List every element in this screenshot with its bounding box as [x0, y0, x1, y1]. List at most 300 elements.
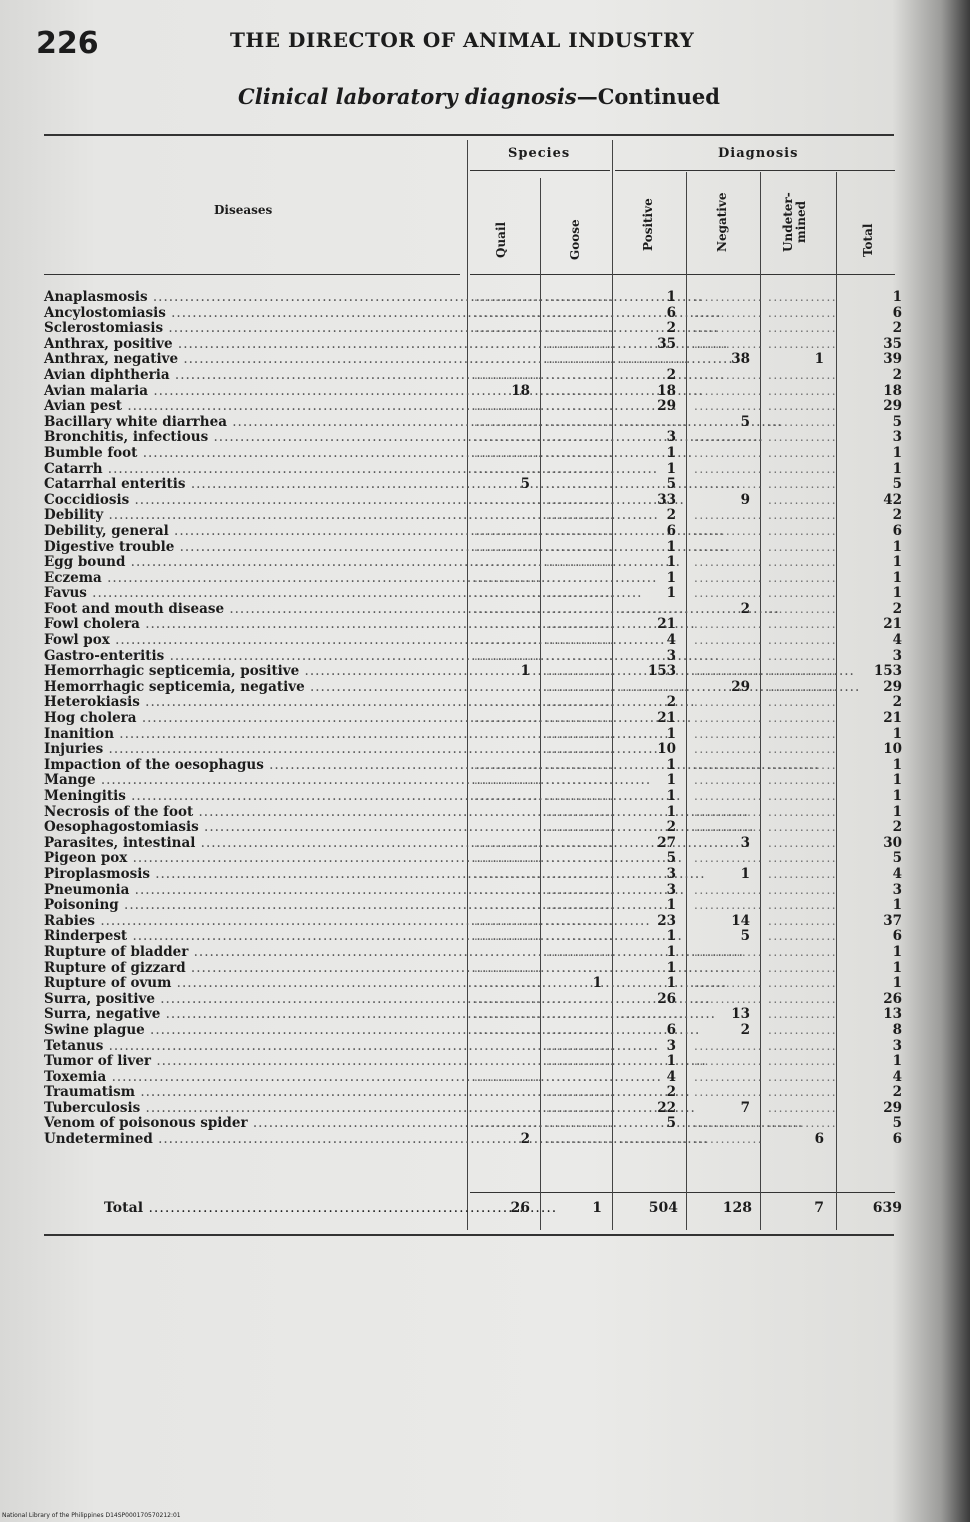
table-row — [0, 695, 970, 711]
dot-leader: ............. — [768, 477, 838, 492]
dot-leader: ............. — [768, 321, 838, 336]
cell-quail: 2 — [520, 1131, 530, 1148]
cell-pos: 2 — [666, 366, 676, 383]
dot-leader: ............. — [546, 835, 616, 850]
dot-leader: ............. — [546, 305, 616, 320]
dot-leader: ............. — [694, 882, 764, 897]
disease-name: Favus ..... — [44, 586, 464, 602]
dot-leader: ............. — [694, 555, 764, 570]
cell-pos: 3 — [666, 865, 676, 882]
cell-total: 1 — [892, 788, 902, 804]
dot-leader: ............. — [474, 1022, 544, 1037]
disease-name: Traumatism ..... — [44, 1085, 464, 1101]
dot-leader: ............. — [474, 430, 544, 445]
dot-leader: ............. — [768, 960, 838, 975]
disease-name: Anaplasmosis ..... — [44, 290, 464, 306]
cell-pos: 3 — [666, 647, 676, 664]
table-row — [0, 680, 970, 696]
dot-leader: ............. — [768, 789, 838, 803]
cell-pos: 1 — [666, 725, 676, 742]
table-row — [0, 493, 970, 509]
disease-name: Hemorrhagic septicemia, positive ..... — [44, 664, 464, 680]
cell-total: 39 — [883, 351, 902, 368]
disease-name: Digestive trouble ..... — [44, 540, 464, 556]
dot-leader: ............. — [694, 461, 764, 476]
cell-pos: 1 — [666, 569, 676, 586]
negative-header: Negative — [715, 192, 729, 252]
dot-leader: ............. — [474, 617, 544, 632]
table-row — [0, 742, 970, 758]
dot-leader: ............. — [768, 804, 838, 819]
table-row — [0, 446, 970, 462]
table-title-text: Clinical laboratory diagnosis — [238, 84, 577, 109]
cell-total: 6 — [892, 928, 902, 945]
table-row — [0, 540, 970, 556]
cell-total: 29 — [883, 678, 902, 695]
table-row — [0, 368, 970, 384]
dot-leader: ............. — [474, 321, 544, 336]
cell-total: 42 — [883, 491, 902, 508]
dot-leader: ............. — [474, 960, 544, 975]
cell-total: 2 — [892, 694, 902, 711]
cell-total: 29 — [883, 398, 902, 415]
dot-leader: ............. — [546, 1022, 616, 1037]
table-row — [0, 976, 970, 992]
dot-leader: ............. — [474, 290, 544, 304]
table-row — [0, 1101, 970, 1117]
cell-neg: 1 — [740, 865, 750, 882]
cell-pos: 26 — [657, 990, 676, 1007]
quail-header: Quail — [494, 221, 508, 259]
table-row — [0, 961, 970, 977]
diseases-header: Diseases — [214, 203, 273, 217]
cell-pos: 5 — [666, 476, 676, 493]
table-row — [0, 929, 970, 945]
dot-leader: ............. — [546, 367, 616, 382]
dot-leader: ............. — [474, 695, 544, 710]
dot-leader: ............. — [474, 1038, 544, 1053]
dot-leader: ............. — [546, 1085, 616, 1100]
disease-name: Rinderpest ..... — [44, 929, 464, 945]
cell-total: 21 — [883, 710, 902, 727]
dot-leader: ............. — [768, 773, 838, 788]
dot-leader: ............. — [546, 321, 616, 336]
positive-header: Positive — [641, 198, 655, 252]
dot-leader: ............. — [474, 523, 544, 538]
dot-leader: ............. — [546, 601, 616, 616]
dot-leader: ............. — [768, 851, 838, 866]
cell-pos: 18 — [657, 382, 676, 399]
table-row — [0, 633, 970, 649]
cell-pos: 153 — [647, 663, 676, 680]
table-row — [0, 602, 970, 618]
cell-pos: 6 — [666, 304, 676, 321]
dot-leader: ............. — [546, 944, 616, 959]
dot-leader: ............. — [546, 352, 616, 367]
dot-leader: ............. — [768, 648, 838, 663]
disease-name: Heterokiasis ..... — [44, 695, 464, 711]
cell-total: 6 — [892, 304, 902, 321]
dot-leader: ............. — [694, 1038, 764, 1053]
cell-total: 37 — [883, 912, 902, 929]
cell-total: 1 — [892, 756, 902, 773]
species-group-rule — [470, 170, 610, 171]
dot-leader: ............. — [694, 586, 764, 601]
dot-leader: ............. — [474, 882, 544, 897]
header-bottom-rule-right — [470, 274, 895, 275]
dot-leader: ............. — [474, 508, 544, 523]
disease-name: Tuberculosis ..... — [44, 1101, 464, 1117]
dot-leader: ............. — [546, 523, 616, 538]
dot-leader: ............. — [546, 492, 616, 507]
dot-leader: ............. — [546, 399, 616, 414]
dot-leader: ............. — [768, 461, 838, 476]
disease-name: Ancylostomiasis ..... — [44, 306, 464, 322]
table-row — [0, 1116, 970, 1132]
cell-total: 1 — [892, 959, 902, 976]
disease-name: Pneumonia ..... — [44, 883, 464, 899]
table-row — [0, 773, 970, 789]
dot-leader: ............. — [768, 586, 838, 601]
dot-leader: ............. — [546, 991, 616, 1006]
table-row — [0, 477, 970, 493]
dot-leader: ............. — [546, 695, 616, 710]
disease-name: Mange ..... — [44, 773, 464, 789]
cell-pos: 1 — [666, 772, 676, 789]
disease-name: Parasites, intestinal ..... — [44, 836, 464, 852]
cell-total: 4 — [892, 865, 902, 882]
cell-total: 2 — [892, 1084, 902, 1101]
disease-name: Catarrh ..... — [44, 462, 464, 478]
dot-leader: ............. — [694, 539, 764, 554]
dot-leader: ............. — [474, 352, 544, 367]
dot-leader: ............. — [768, 601, 838, 616]
dot-leader: ............. — [546, 617, 616, 632]
disease-name: Piroplasmosis ..... — [44, 867, 464, 883]
dot-leader: ............. — [620, 414, 690, 429]
dot-leader: ............. — [768, 1007, 838, 1022]
dot-leader: ............. — [768, 1069, 838, 1084]
cell-total: 26 — [883, 990, 902, 1007]
dot-leader: ............. — [768, 976, 838, 991]
dot-leader: ............. — [546, 742, 616, 757]
table-row — [0, 586, 970, 602]
dot-leader: ............. — [694, 804, 764, 819]
disease-name: Catarrhal enteritis ..... — [44, 477, 464, 493]
total-total: 639 — [872, 1200, 902, 1216]
dot-leader: ............. — [694, 1085, 764, 1100]
dot-leader: ............. — [474, 461, 544, 476]
table-row — [0, 867, 970, 883]
table-row — [0, 1023, 970, 1039]
cell-goose: 1 — [592, 975, 602, 992]
cell-total: 1 — [892, 943, 902, 960]
disease-name: Anthrax, positive ..... — [44, 337, 464, 353]
dot-leader: ............. — [546, 804, 616, 819]
cell-total: 1 — [892, 975, 902, 992]
dot-leader: ............. — [546, 336, 616, 351]
dot-leader: ............. — [546, 508, 616, 523]
cell-total: 2 — [892, 819, 902, 836]
running-head: THE DIRECTOR OF ANIMAL INDUSTRY — [230, 28, 695, 52]
table-row — [0, 571, 970, 587]
dot-leader: ............. — [768, 695, 838, 710]
cell-pos: 4 — [666, 632, 676, 649]
cell-pos: 1 — [666, 554, 676, 571]
dot-leader: ............. — [546, 773, 616, 788]
table-row — [0, 1054, 970, 1070]
cell-pos: 1 — [666, 460, 676, 477]
table-row — [0, 711, 970, 727]
dot-leader: ............. — [768, 508, 838, 523]
dot-leader: ............. — [620, 1132, 690, 1147]
dot-leader: ............. — [620, 1007, 690, 1022]
cell-total: 5 — [892, 850, 902, 867]
cell-pos: 1 — [666, 444, 676, 461]
dot-leader: ............. — [694, 445, 764, 460]
total-goose: 1 — [592, 1200, 602, 1216]
dot-leader: ............. — [694, 664, 764, 679]
cell-pos: 21 — [657, 616, 676, 633]
dot-leader: ............. — [768, 742, 838, 757]
table-row — [0, 555, 970, 571]
dot-leader: ............. — [694, 305, 764, 320]
dot-leader: ............. — [768, 726, 838, 741]
dot-leader: ............. — [474, 586, 544, 601]
cell-total: 153 — [873, 663, 902, 680]
table-row — [0, 508, 970, 524]
dot-leader: ............. — [474, 1054, 544, 1069]
dot-leader: ............. — [768, 414, 838, 429]
cell-total: 1 — [892, 569, 902, 586]
dot-leader: ............. — [474, 976, 544, 991]
cell-pos: 35 — [657, 335, 676, 352]
cell-quail: 5 — [520, 476, 530, 493]
cell-total: 1 — [892, 803, 902, 820]
dot-leader: ............. — [474, 835, 544, 850]
dot-leader: ............. — [474, 1007, 544, 1022]
dot-leader: ............. — [768, 399, 838, 414]
cell-pos: 21 — [657, 710, 676, 727]
cell-pos: 1 — [666, 538, 676, 555]
dot-leader: ............. — [694, 648, 764, 663]
dot-leader: ............. — [768, 820, 838, 835]
dot-leader: ............. — [546, 726, 616, 741]
cell-pos: 3 — [666, 881, 676, 898]
dot-leader: ............. — [474, 773, 544, 788]
dot-leader: ............. — [546, 445, 616, 460]
page-number: 226 — [36, 26, 99, 61]
cell-total: 3 — [892, 1037, 902, 1054]
dot-leader: ............. — [474, 1069, 544, 1084]
cell-pos: 10 — [657, 741, 676, 758]
dot-leader: ............. — [620, 352, 690, 367]
cell-pos: 1 — [666, 585, 676, 602]
table-row — [0, 290, 970, 306]
disease-name: Necrosis of the foot ..... — [44, 805, 464, 821]
table-row — [0, 352, 970, 368]
table-row — [0, 1039, 970, 1055]
cell-neg: 29 — [731, 678, 750, 695]
dot-leader: ............. — [768, 664, 838, 679]
cell-total: 6 — [892, 1131, 902, 1148]
dot-leader: ............. — [474, 711, 544, 726]
disease-name: Avian malaria ..... — [44, 384, 464, 400]
goose-header: Goose — [568, 219, 582, 261]
cell-und: 1 — [814, 351, 824, 368]
disease-name: Rupture of bladder ..... — [44, 945, 464, 961]
dot-leader: ............. — [474, 789, 544, 803]
cell-neg: 7 — [740, 1099, 750, 1116]
table-row — [0, 306, 970, 322]
dot-leader: ............. — [694, 773, 764, 788]
dot-leader: ............. — [620, 679, 690, 694]
table-row — [0, 1070, 970, 1086]
disease-name: Avian diphtheria ..... — [44, 368, 464, 384]
table-row — [0, 462, 970, 478]
dot-leader: ............. — [546, 539, 616, 554]
dot-leader: ............. — [694, 960, 764, 975]
table-row — [0, 617, 970, 633]
cell-total: 18 — [883, 382, 902, 399]
dot-leader: ............. — [546, 1100, 616, 1115]
dot-leader: ............. — [546, 664, 616, 679]
dot-leader: ............. — [694, 383, 764, 398]
dot-leader: ............. — [546, 960, 616, 975]
cell-pos: 2 — [666, 694, 676, 711]
dot-leader: ............. — [694, 1054, 764, 1069]
dot-leader: ............. — [474, 1085, 544, 1100]
dot-leader: ............. — [546, 383, 616, 398]
species-group-header: Species — [508, 146, 571, 161]
dot-leader: ............. — [546, 882, 616, 897]
dot-leader: ............. — [474, 742, 544, 757]
cell-total: 1 — [892, 538, 902, 555]
dot-leader: ............. — [546, 1069, 616, 1084]
table-row — [0, 415, 970, 431]
dot-leader: ............. — [474, 851, 544, 866]
cell-total: 13 — [883, 1006, 902, 1023]
dot-leader: ............. — [768, 913, 838, 928]
dot-leader: ............. — [474, 820, 544, 835]
disease-name: Fowl pox ..... — [44, 633, 464, 649]
dot-leader: ............. — [768, 679, 838, 694]
dot-leader: ............. — [768, 367, 838, 382]
diagnosis-group-header: Diagnosis — [718, 146, 799, 161]
disease-name: Toxemia ..... — [44, 1070, 464, 1086]
dot-leader: ............. — [546, 679, 616, 694]
dot-leader: ............. — [694, 477, 764, 492]
dot-leader: ............. — [768, 336, 838, 351]
cell-total: 29 — [883, 1099, 902, 1116]
dot-leader: ............. — [768, 882, 838, 897]
dot-leader: ............. — [546, 555, 616, 570]
dot-leader: ............. — [546, 461, 616, 476]
dot-leader: ............. — [546, 1132, 616, 1147]
cell-total: 2 — [892, 507, 902, 524]
cell-total: 5 — [892, 413, 902, 430]
disease-name: Venom of poisonous spider ..... — [44, 1116, 464, 1132]
total-undetermined: 7 — [814, 1200, 824, 1216]
dot-leader: ............. — [694, 851, 764, 866]
table-row — [0, 384, 970, 400]
dot-leader: ............. — [694, 570, 764, 585]
disease-name: Pigeon pox ..... — [44, 851, 464, 867]
cell-total: 5 — [892, 1115, 902, 1132]
dot-leader: ............. — [694, 399, 764, 414]
dot-leader: ............. — [546, 789, 616, 803]
dot-leader: ............. — [768, 1100, 838, 1115]
disease-name: Rabies ..... — [44, 914, 464, 930]
cell-total: 4 — [892, 1068, 902, 1085]
dot-leader: ............. — [694, 742, 764, 757]
dot-leader: ............. — [694, 1132, 764, 1147]
cell-neg: 5 — [740, 928, 750, 945]
table-row — [0, 430, 970, 446]
table-row — [0, 337, 970, 353]
disease-name: Hemorrhagic septicemia, negative ..... — [44, 680, 464, 696]
cell-total: 1 — [892, 554, 902, 571]
cell-pos: 5 — [666, 1115, 676, 1132]
cell-total: 3 — [892, 881, 902, 898]
cell-neg: 13 — [731, 1006, 750, 1023]
disease-name: Foot and mouth disease ..... — [44, 602, 464, 618]
disease-name: Rupture of ovum ..... — [44, 976, 464, 992]
dot-leader: ............. — [546, 711, 616, 726]
cell-neg: 38 — [731, 351, 750, 368]
dot-leader: ............. — [768, 430, 838, 445]
dot-leader: ............. — [768, 539, 838, 554]
cell-total: 1 — [892, 444, 902, 461]
dot-leader: ............. — [474, 866, 544, 881]
dot-leader: ............. — [694, 336, 764, 351]
cell-total: 10 — [883, 741, 902, 758]
dot-leader: ............. — [474, 336, 544, 351]
dot-leader: ............. — [694, 726, 764, 741]
dot-leader: ............. — [546, 1007, 616, 1022]
dot-leader: ............. — [768, 445, 838, 460]
cell-pos: 4 — [666, 1068, 676, 1085]
dot-leader: ............. — [474, 305, 544, 320]
dot-leader: ............. — [474, 944, 544, 959]
cell-total: 1 — [892, 725, 902, 742]
dot-leader: ............. — [694, 898, 764, 913]
disease-name: Tetanus ..... — [44, 1039, 464, 1055]
total-header: Total — [861, 223, 875, 257]
dot-leader: ............. — [694, 789, 764, 803]
dot-leader: ............. — [474, 539, 544, 554]
dot-leader: ............. — [546, 430, 616, 445]
cell-pos: 2 — [666, 320, 676, 337]
dot-leader: ............. — [768, 305, 838, 320]
cell-pos: 1 — [666, 756, 676, 773]
disease-name: Oesophagostomiasis ..... — [44, 820, 464, 836]
dot-leader: ............. — [474, 648, 544, 663]
cell-neg: 3 — [740, 834, 750, 851]
dot-leader: ............. — [694, 711, 764, 726]
dot-leader: ............. — [474, 804, 544, 819]
cell-total: 1 — [892, 289, 902, 305]
disease-name: Debility, general ..... — [44, 524, 464, 540]
dot-leader: ............. — [474, 633, 544, 648]
dot-leader: ............. — [474, 913, 544, 928]
cell-pos: 3 — [666, 1037, 676, 1054]
dot-leader: ............. — [768, 617, 838, 632]
dot-leader: ............. — [620, 601, 690, 616]
cell-neg: 9 — [740, 491, 750, 508]
dot-leader: ............. — [694, 321, 764, 336]
total-quail: 26 — [510, 1200, 530, 1216]
